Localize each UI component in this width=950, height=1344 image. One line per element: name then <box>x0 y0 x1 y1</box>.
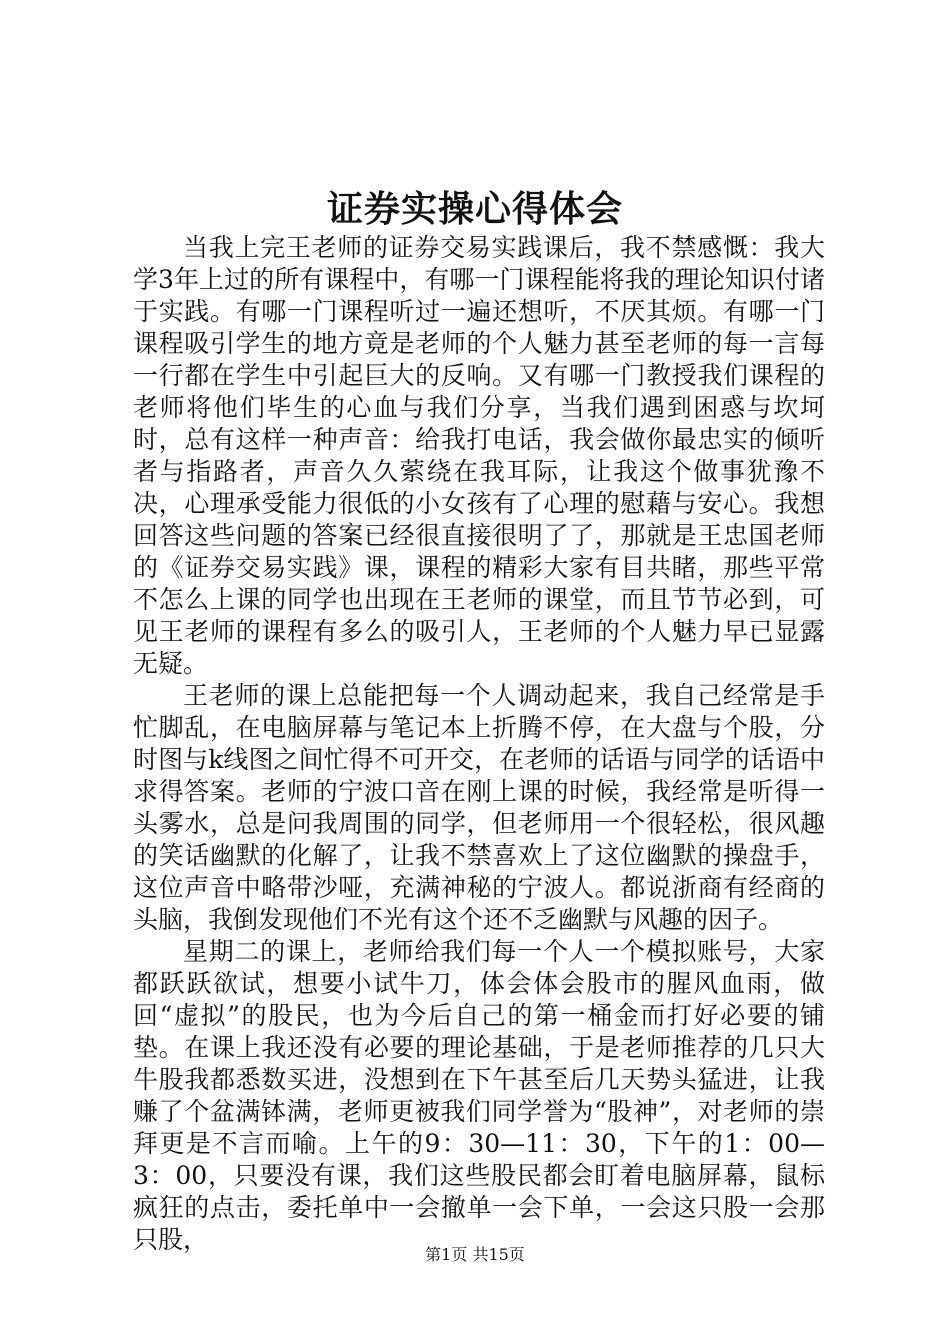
document-title: 证券实操心得体会 <box>326 188 623 230</box>
paragraph: 当我上完王老师的证券交易实践课后，我不禁感慨：我大学3年上过的所有课程中，有哪一门课程能将我的理论知识付诸于实践。有哪一门课程听过一遍还想听，不厌其烦。有哪一门课程吸引学生的地方竟是老师的个人魅力甚至老师的每一言每一行都在学生中引起巨大的反响。又有哪一门教授我们课程的老师将他们毕生的心血与我们分享，当我们遇到困惑与坎坷时，总有这样一种声音：给我打电话，我会做你最忠实的倾听者与指路者，声音久久萦绕在我耳际，让我这个做事犹豫不决，心理承受能力很低的小女孩有了心理的慰藉与安心。我想回答这些问题的答案已经很直接很明了了，那就是王忠国老师的《证券交易实践》课，课程的精彩大家有目共睹，那些平常不怎么上课的同学也出现在王老师的课堂，而且节节必到，可见王老师的课程有多么的吸引人，王老师的个人魅力早已显露无疑。 <box>133 233 825 678</box>
paragraph: 星期二的课上，老师给我们每一个人一个模拟账号，大家都跃跃欲试，想要小试牛刀，体会体会股市的腥风血雨，做回“虚拟”的股民，也为今后自己的第一桶金而打好必要的铺垫。在课上我还没有必要的理论基础，于是老师推荐的几只大牛股我都悉数买进，没想到在下午甚至后几天势头猛进，让我赚了个盆满钵满，老师更被我们同学誉为“股神”，对老师的崇拜更是不言而喻。上午的9：30—11：30，下午的1：00—3：00，只要没有课，我们这些股民都会盯着电脑屏幕，鼠标疯狂的点击，委托单中一会撤单一会下单，一会这只股一会那只股， <box>133 937 825 1254</box>
paragraph: 王老师的课上总能把每一个人调动起来，我自己经常是手忙脚乱，在电脑屏幕与笔记本上折腾不停，在大盘与个股，分时图与k线图之间忙得不可开交，在老师的话语与同学的话语中求得答案。老师的宁波口音在刚上课的时候，我经常是听得一头雾水，总是问我周围的同学，但老师用一个很轻松，很风趣的笑话幽默的化解了，让我不禁喜欢上了这位幽默的操盘手，这位声音中略带沙哑，充满神秘的宁波人。都说浙商有经商的头脑，我倒发现他们不光有这个还不乏幽默与风趣的因子。 <box>133 681 825 934</box>
document-body <box>133 232 825 1256</box>
page-footer: 第1页 共15页 <box>425 1245 525 1264</box>
